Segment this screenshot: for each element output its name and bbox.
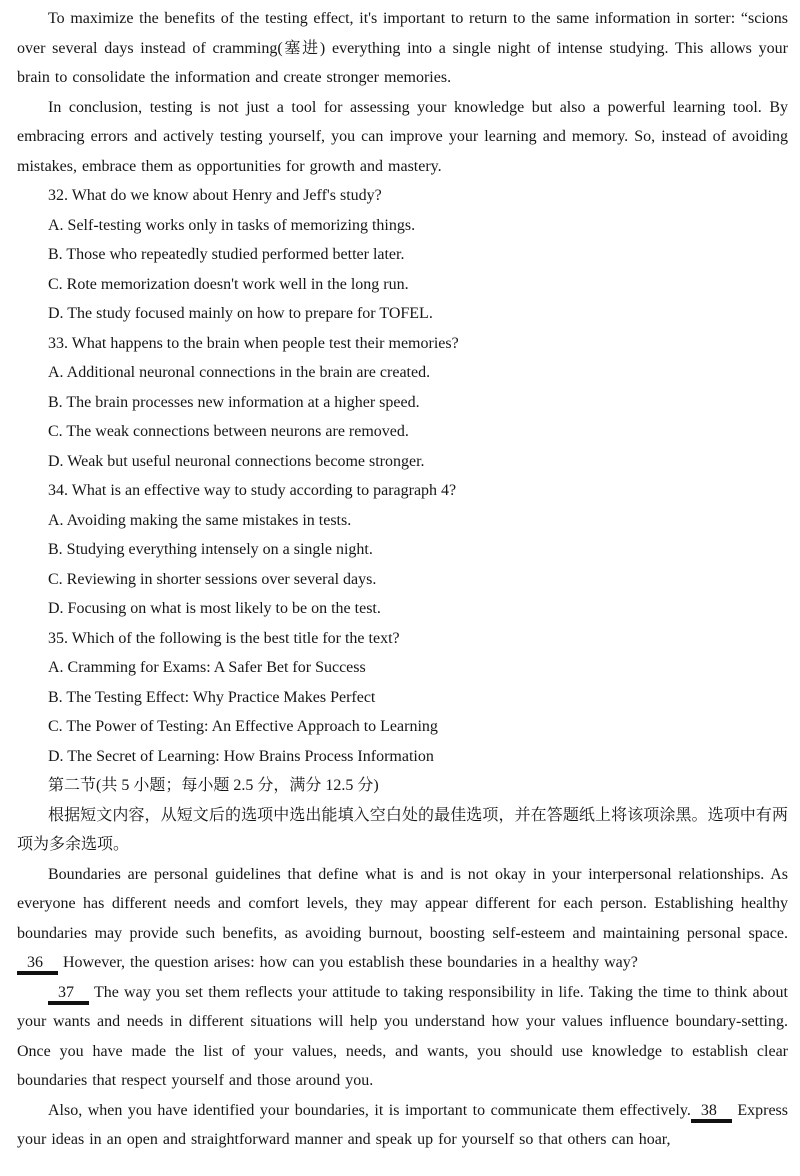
question-option-d: D. Weak but useful neuronal connections become stronger.	[48, 452, 425, 470]
question-stem: 34. What is an effective way to study according to paragraph 4?	[48, 482, 457, 499]
section2-instructions: 根据短文内容，从短文后的选项中选出能填入空白处的最佳选项，并在答题纸上将该项涂黑。选项中有两项为多余选项。	[17, 806, 788, 853]
passage2-paragraph-3: Also, when you have identified your boundaries, it is important to communicate them effectively. 38 Express your ideas in an open and straightforward manner and speak up for yourself so that others can hoar,	[17, 1101, 788, 1148]
question-option-b: B. Studying everything intensely on a single night.	[48, 541, 373, 558]
passage1-paragraph-1: To maximize the benefits of the testing effect, it's important to return to the same information in sorter: “scions over several days instead of cramming(塞进) everything into a single night of intense studying. This allows your brain to consolidate the information and create stronger memories.	[17, 10, 788, 86]
numbered-blank-37: 37	[48, 984, 89, 1005]
question-option-c: C. The weak connections between neurons are removed.	[48, 423, 409, 440]
question-stem: 35. Which of the following is the best title for the text?	[48, 629, 400, 647]
question-32	[17, 181, 788, 329]
section2-header: 第二节(共 5 小题；每小题 2.5 分，满分 12.5 分)	[48, 777, 379, 794]
question-35	[17, 624, 788, 772]
numbered-blank-38: 38	[691, 1102, 732, 1123]
numbered-blank-36: 36	[17, 954, 58, 975]
question-option-a: A. Additional neuronal connections in the brain are created.	[48, 364, 431, 381]
question-option-c: C. Rote memorization doesn't work well in the long run.	[48, 275, 409, 293]
question-option-a: A. Self-testing works only in tasks of memorizing things.	[48, 216, 416, 234]
question-option-b: B. Those who repeatedly studied performed better later.	[48, 246, 405, 263]
passage2-paragraph-1: Boundaries are personal guidelines that define what is and is not okay in your interpersonal relationships. As everyone has different needs and comfort levels, they may appear different for each person. Establishing healthy boundaries may provide such benefits, as avoiding burnout, boosting self-esteem and maintaining personal space. 36 However, the question arises: how can you establish these boundaries in a healthy way?	[17, 860, 788, 978]
question-option-c: C. The Power of Testing: An Effective Approach to Learning	[48, 718, 438, 735]
question-option-b: B. The brain processes new information at a higher speed.	[48, 393, 420, 411]
question-option-b: B. The Testing Effect: Why Practice Makes Perfect	[48, 688, 376, 706]
question-33	[17, 329, 788, 477]
question-option-d: D. Focusing on what is most likely to be on the test.	[48, 600, 381, 617]
question-34	[17, 476, 788, 624]
passage2-paragraph-2: 37 The way you set them reflects your attitude to taking responsibility in life. Taking the time to think about your wants and needs in different situations will help you understand how your values influence boundary-setting. Once you have made the list of your values, needs, and wants, you should use knowledge to establish clear boundaries that respect yourself and those around you.	[17, 983, 788, 1089]
question-stem: 32. What do we know about Henry and Jeff's study?	[48, 187, 382, 204]
passage1-paragraph-2: In conclusion, testing is not just a tool for assessing your knowledge but also a powerful learning tool. By embracing errors and actively testing yourself, you can improve your learning and memory. So, instead of avoiding mistakes, embrace them as opportunities for growth and mastery.	[17, 98, 788, 175]
question-option-d: D. The Secret of Learning: How Brains Process Information	[48, 747, 434, 765]
question-option-d: D. The study focused mainly on how to prepare for TOFEL.	[48, 305, 433, 322]
question-option-c: C. Reviewing in shorter sessions over several days.	[48, 570, 377, 588]
question-stem: 33. What happens to the brain when people test their memories?	[48, 334, 459, 352]
question-option-a: A. Cramming for Exams: A Safer Bet for Success	[48, 659, 366, 676]
question-option-a: A. Avoiding making the same mistakes in tests.	[48, 511, 352, 529]
